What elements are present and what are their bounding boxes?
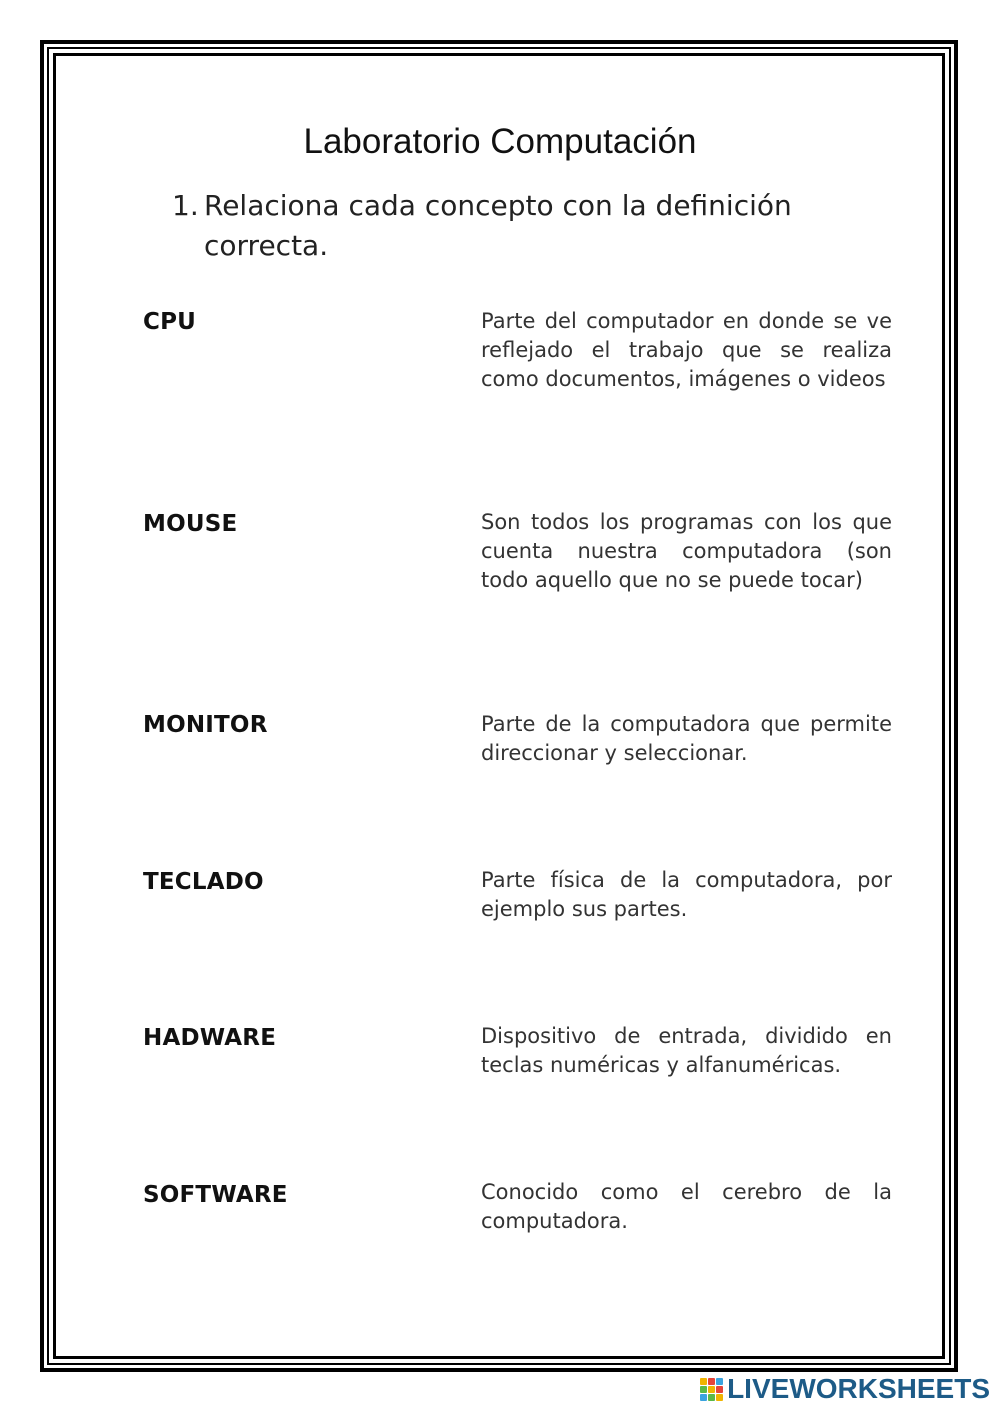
instruction-number: 1. [172,189,199,222]
term-software[interactable]: SOFTWARE [143,1182,288,1208]
instruction-text: Relaciona cada concepto con la definición correcta. [204,189,792,262]
definition-3[interactable]: Parte de la computadora que permite direccionar y seleccionar. [481,712,892,765]
term-hadware[interactable]: HADWARE [143,1025,277,1051]
definition-5[interactable]: Dispositivo de entrada, dividido en teclas numéricas y alfanuméricas. [481,1024,892,1077]
term-monitor[interactable]: MONITOR [143,712,268,738]
worksheet-title: Laboratorio Computación [303,122,697,161]
definition-2[interactable]: Son todos los programas con los que cuenta nuestra computadora (son todo aquello que no se puede tocar) [481,510,892,592]
definition-1[interactable]: Parte del computador en donde se ve reflejado el trabajo que se realiza como documentos, imágenes o videos [481,309,892,391]
brand-watermark [700,1373,990,1405]
brand-name: LIVEWORKSHEETS [727,1373,990,1404]
term-cpu[interactable]: CPU [143,309,197,335]
definition-6[interactable]: Conocido como el cerebro de la computadora. [481,1180,892,1233]
term-mouse[interactable]: MOUSE [143,511,238,537]
definition-4[interactable]: Parte física de la computadora, por ejemplo sus partes. [481,868,892,921]
liveworksheets-logo-icon [700,1378,723,1401]
term-teclado[interactable]: TECLADO [143,869,264,895]
instruction [172,186,892,266]
